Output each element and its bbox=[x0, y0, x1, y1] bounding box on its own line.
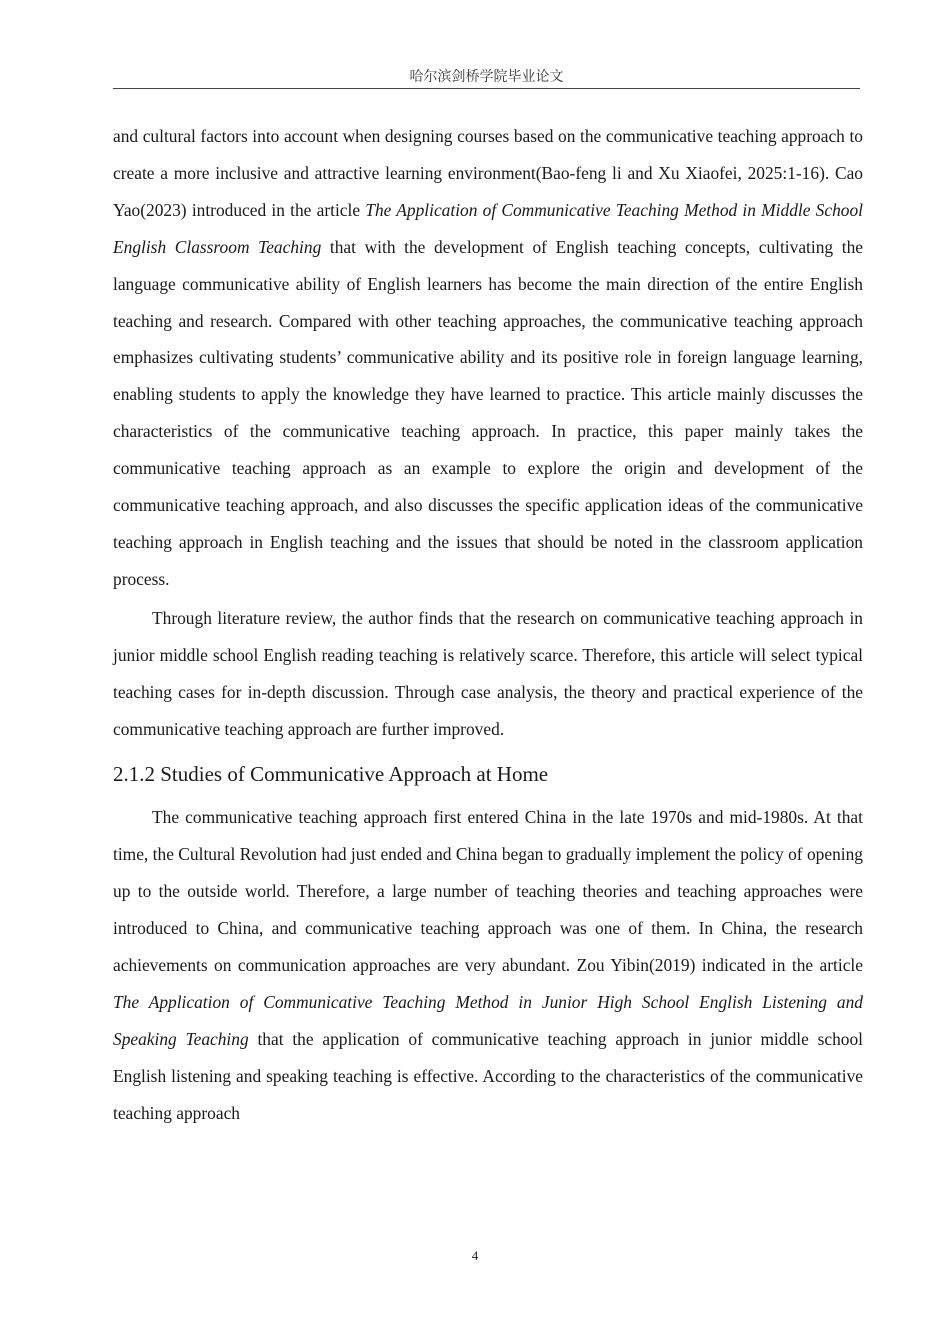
paragraph-1-text-b: that with the development of English teaching concepts, cultivating the language communicative ability of English learners has become the main direction of the entire English teaching and research. Compared with other teaching approaches, the communicative teaching approach emphasizes cultivating students’ communicative ability and its positive role in foreign language learning, enabling students to apply the knowledge they have learned to practice. This article mainly discusses the characteristics of the communicative teaching approach. In practice, this paper mainly takes the communicative teaching approach as an example to explore the origin and development of the communicative teaching approach, and also discusses the specific application ideas of the communicative teaching approach in English teaching and the issues that should be noted in the classroom application process. bbox=[113, 236, 863, 589]
paragraph-1 bbox=[113, 118, 863, 598]
paragraph-3-text-b: that the application of communicative teaching approach in junior middle school English listening and speaking teaching is effective. According to the characteristics of the communicative teaching approach bbox=[113, 1028, 864, 1123]
header-rule bbox=[113, 88, 860, 89]
article-title-zou-yibin: The Application of Communicative Teaching Method in Junior High School English Listening and Speaking Teaching bbox=[113, 991, 863, 1049]
page-number: 4 bbox=[471, 1248, 479, 1263]
page-header: 哈尔滨剑桥学院毕业论文 bbox=[409, 69, 564, 85]
paragraph-2: Through literature review, the author finds that the research on communicative teaching approach in junior middle school English reading teaching is relatively scarce. Therefore, this article will select typical teaching cases for in-depth discussion. Through case analysis, the theory and practical experience of the communicative teaching approach are further improved. bbox=[113, 607, 863, 739]
document-body bbox=[113, 118, 863, 1132]
paragraph-3-text-a: The communicative teaching approach first entered China in the late 1970s and mid-1980s. At that time, the Cultural Revolution had just ended and China began to gradually implement the policy of opening up to the outside world. Therefore, a large number of teaching theories and teaching approaches were introduced to China, and communicative teaching approach was one of them. In China, the research achievements on communication approaches are very abundant. Zou Yibin(2019) indicated in the article bbox=[113, 807, 863, 976]
paragraph-1-text-a: and cultural factors into account when designing courses based on the communicative teaching approach to create a more inclusive and attractive learning environment(Bao-feng li and Xu Xiaofei, 2025:1-16). Cao Yao(2023) introduced in the article bbox=[113, 126, 863, 220]
paragraph-3 bbox=[113, 799, 863, 1131]
section-heading: 2.1.2 Studies of Communicative Approach at Home bbox=[113, 762, 549, 787]
article-title-cao-yao: The Application of Communicative Teaching Method in Middle School English Classroom Teaching bbox=[113, 199, 863, 257]
